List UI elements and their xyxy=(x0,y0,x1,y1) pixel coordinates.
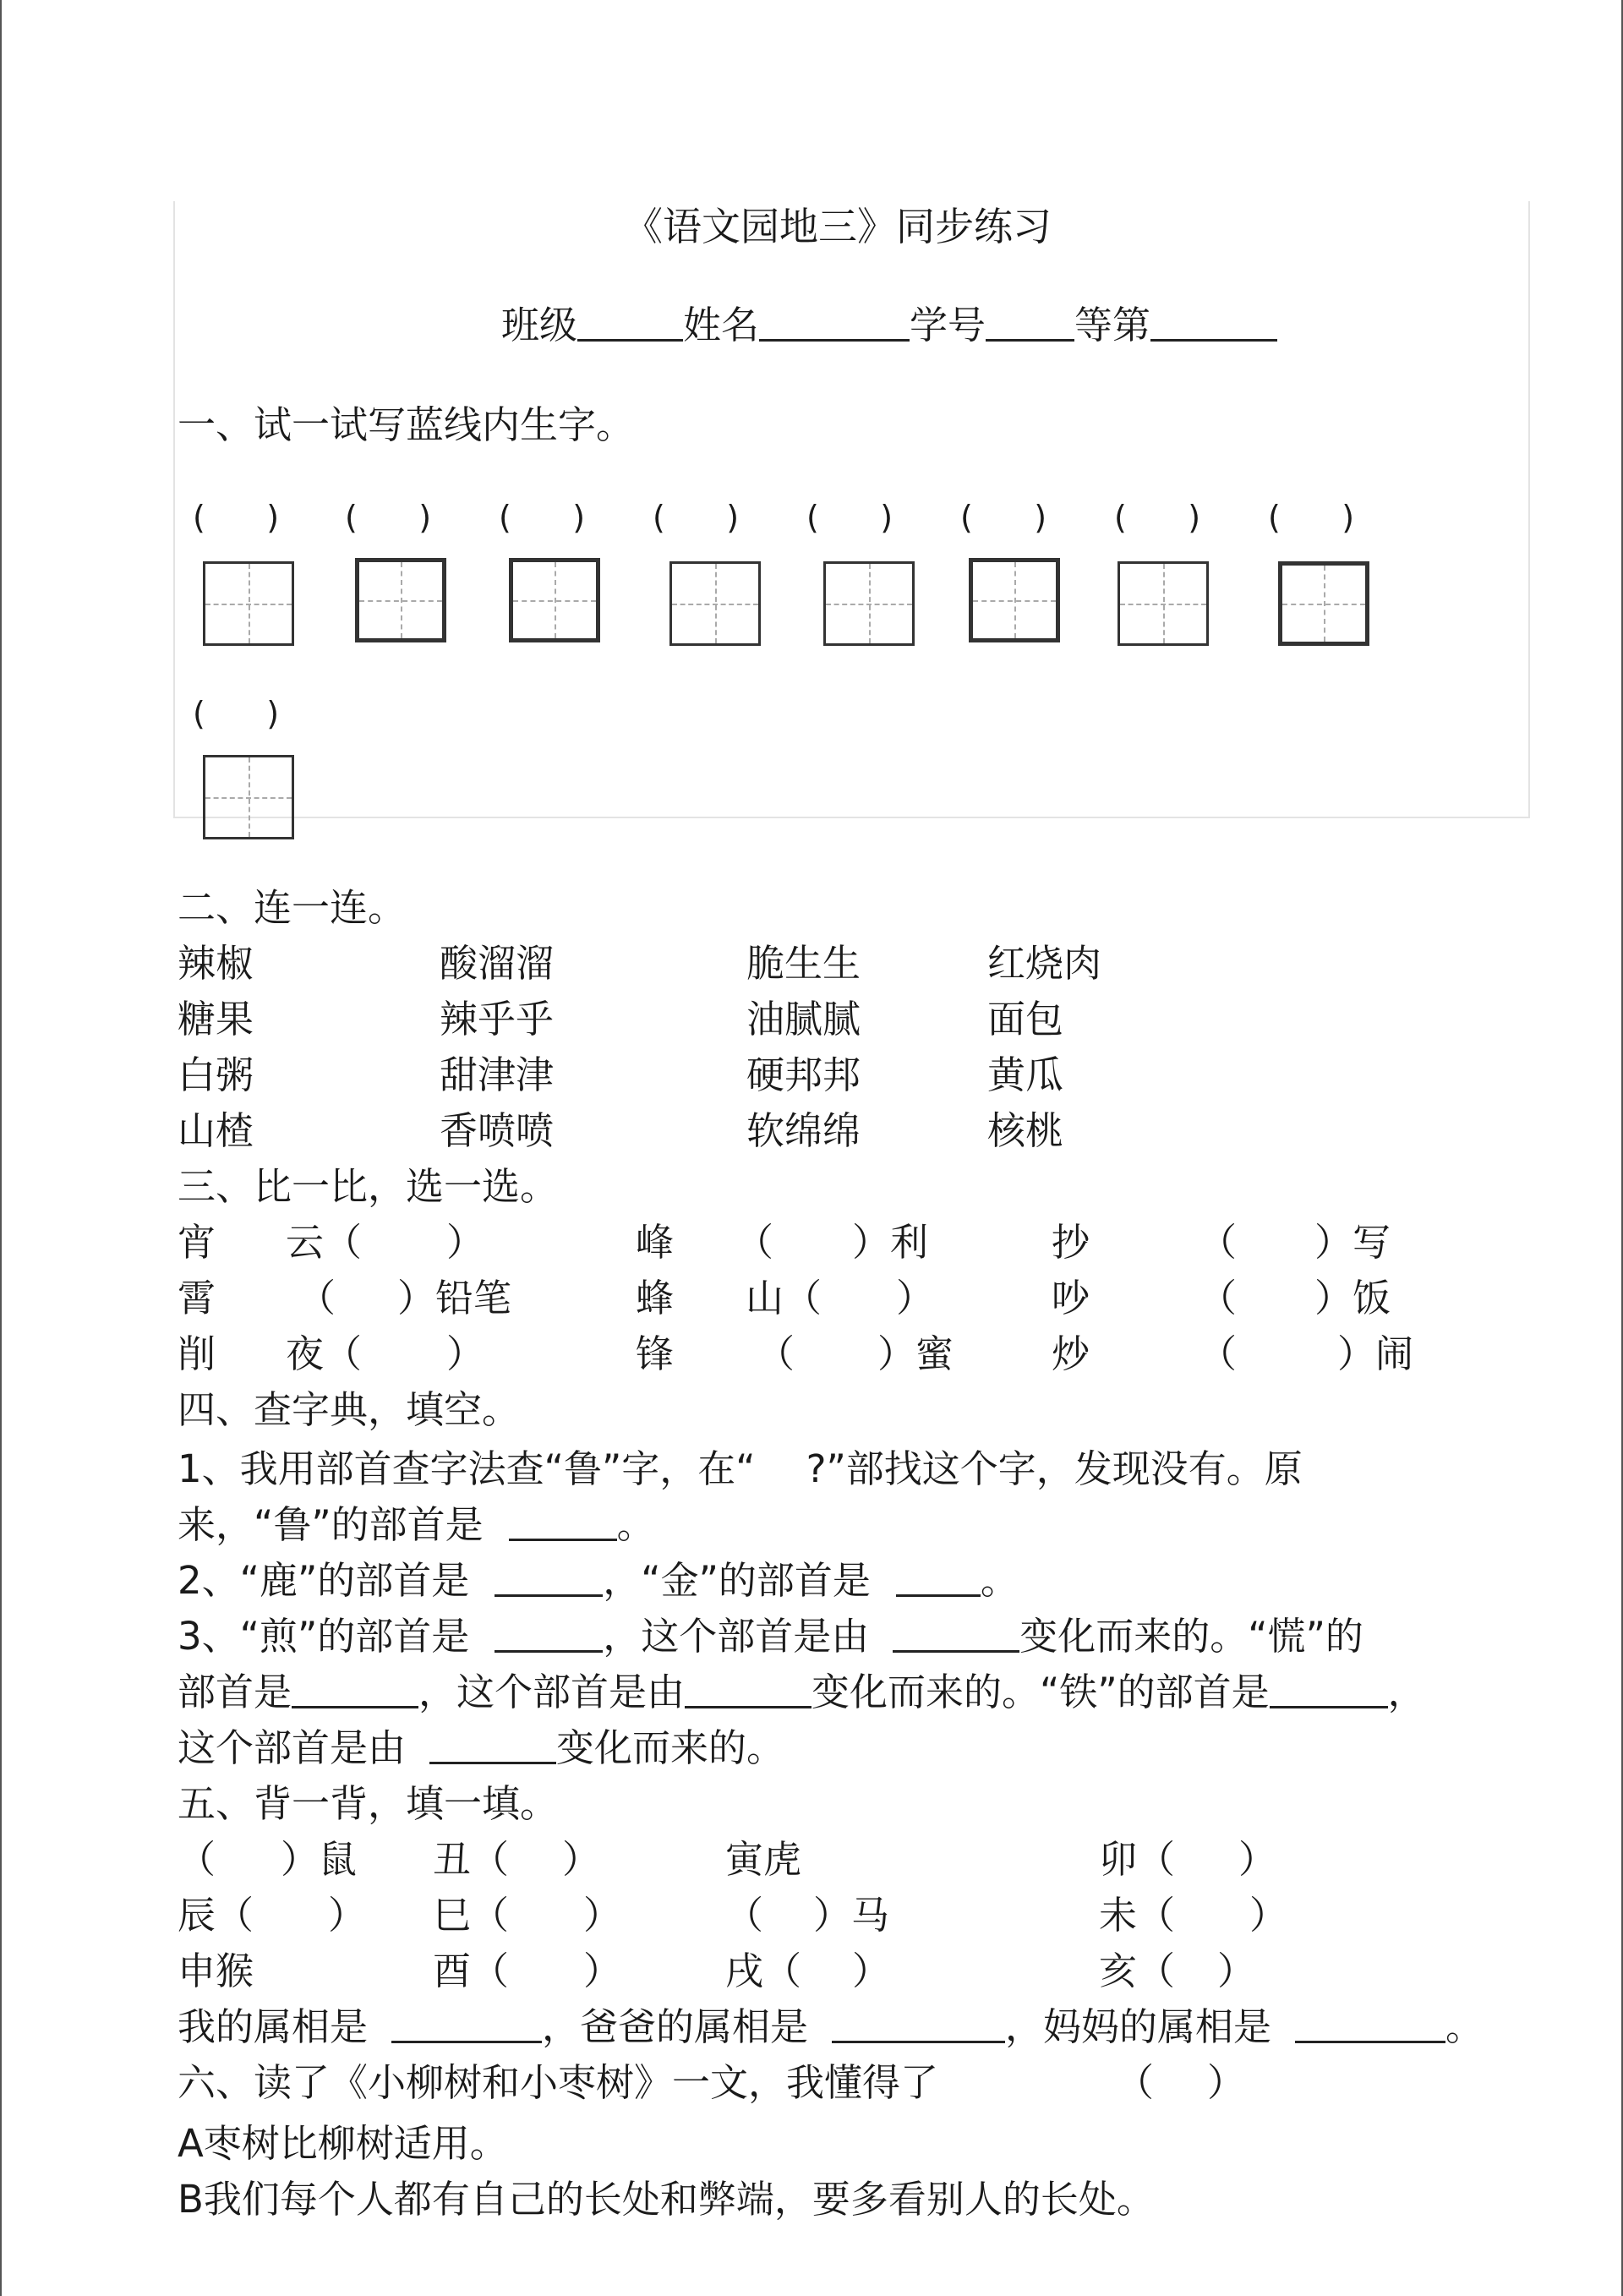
writing-box[interactable] xyxy=(969,558,1060,642)
pinyin-paren: ( ) xyxy=(193,695,280,732)
dictionary-q3-line1: 3、“煎”的部首是 ，这个部首是由 变化而来的。“慌”的 xyxy=(178,1614,1363,1659)
compare-blank-right: ）蜜 xyxy=(877,1331,954,1376)
compare-blank-left[interactable]: （ xyxy=(298,1276,336,1320)
zodiac-item: ） xyxy=(583,1949,622,1993)
compare-blank-right: ）铅笔 xyxy=(397,1276,512,1320)
student-id-label: 学号 xyxy=(910,303,986,347)
match-word[interactable]: 油腻腻 xyxy=(746,997,861,1041)
zodiac-item: ） xyxy=(1238,1837,1277,1882)
answer-blank[interactable] xyxy=(1295,2007,1445,2043)
answer-paren-open[interactable]: （ xyxy=(1116,2060,1155,2105)
match-word[interactable]: 酸溜溜 xyxy=(440,941,555,986)
student-id-blank[interactable] xyxy=(986,305,1074,342)
section-one-heading: 一、试一试写蓝线内生字。 xyxy=(178,402,635,447)
zodiac-item[interactable]: 巳（ xyxy=(433,1893,510,1938)
dictionary-q3-line3: 这个部首是由 变化而来的。 xyxy=(178,1725,785,1770)
writing-box[interactable] xyxy=(823,561,915,646)
compare-char: 削 xyxy=(178,1331,216,1376)
match-word[interactable]: 山楂 xyxy=(178,1108,254,1153)
compare-char: 炒 xyxy=(1052,1331,1090,1376)
grade-blank[interactable] xyxy=(1150,305,1277,342)
answer-blank[interactable] xyxy=(832,2007,1005,2043)
zodiac-item[interactable]: 辰（ xyxy=(178,1893,254,1938)
zodiac-item: ） xyxy=(562,1837,601,1882)
option-b[interactable]: B我们每个人都有自己的长处和弊端，要多看别人的长处。 xyxy=(178,2177,1155,2222)
answer-paren-close: ） xyxy=(1207,2060,1246,2105)
zodiac-item[interactable]: （ xyxy=(178,1837,216,1882)
zodiac-item: ）马 xyxy=(813,1893,890,1938)
section-four-heading: 四、查字典，填空。 xyxy=(178,1387,521,1432)
zodiac-item: ）鼠 xyxy=(281,1837,358,1882)
zodiac-item: ） xyxy=(852,1949,891,1993)
compare-blank-right: ） xyxy=(896,1276,935,1320)
compare-char: 霄 xyxy=(178,1276,216,1320)
dictionary-q1-line1: 1、我用部首查字法查“鲁”字，在“ ?”部找这个字，发现没有。原 xyxy=(178,1446,1303,1491)
student-info-line xyxy=(501,302,1277,349)
writing-box[interactable] xyxy=(669,561,761,646)
compare-blank-left[interactable]: （ xyxy=(1199,1331,1238,1376)
match-word[interactable]: 香喷喷 xyxy=(440,1108,555,1153)
compare-blank-right: ）利 xyxy=(852,1220,929,1265)
match-word[interactable]: 黄瓜 xyxy=(987,1052,1064,1097)
zodiac-item: ） xyxy=(1249,1893,1288,1938)
option-a[interactable]: A枣树比柳树适用。 xyxy=(178,2121,508,2166)
compare-char: 峰 xyxy=(636,1220,675,1265)
pinyin-paren: ( ) xyxy=(193,499,280,536)
writing-box[interactable] xyxy=(203,561,294,646)
match-word[interactable]: 糖果 xyxy=(178,997,254,1041)
class-label: 班级 xyxy=(501,303,578,347)
zodiac-answer-line: 我的属相是 ，爸爸的属相是 ，妈妈的属相是 。 xyxy=(178,2004,1484,2049)
name-blank[interactable] xyxy=(759,305,910,342)
compare-blank-right: ）饭 xyxy=(1314,1276,1391,1320)
compare-char: 锋 xyxy=(636,1331,675,1376)
class-blank[interactable] xyxy=(577,305,683,342)
compare-blank-right: ） xyxy=(446,1220,485,1265)
answer-blank[interactable] xyxy=(495,1561,603,1597)
compare-char: 吵 xyxy=(1052,1276,1090,1320)
compare-char: 宵 xyxy=(178,1220,216,1265)
answer-blank[interactable] xyxy=(292,1672,418,1708)
dictionary-q1-line2: 来，“鲁”的部首是 。 xyxy=(178,1502,655,1547)
compare-blank-right: ）写 xyxy=(1314,1220,1391,1265)
match-word[interactable]: 白粥 xyxy=(178,1052,254,1097)
pinyin-paren: ( ) xyxy=(1114,499,1201,536)
match-word[interactable]: 软绵绵 xyxy=(746,1108,861,1153)
answer-blank[interactable] xyxy=(429,1728,556,1764)
dictionary-q2: 2、“鹿”的部首是 ，“金”的部首是 。 xyxy=(178,1558,1019,1603)
grade-label: 等第 xyxy=(1074,303,1151,347)
compare-char: 抄 xyxy=(1052,1220,1090,1265)
compare-blank-left[interactable]: （ xyxy=(1199,1276,1238,1320)
match-word[interactable]: 红烧肉 xyxy=(987,941,1102,986)
zodiac-item: 申猴 xyxy=(178,1949,254,1993)
zodiac-item[interactable]: 戌（ xyxy=(725,1949,802,1993)
writing-box[interactable] xyxy=(509,558,600,642)
pinyin-paren: ( ) xyxy=(960,499,1047,536)
zodiac-item[interactable]: （ xyxy=(725,1893,764,1938)
answer-blank[interactable] xyxy=(893,1616,1019,1653)
section-two-heading: 二、连一连。 xyxy=(178,885,407,930)
match-word[interactable]: 辣椒 xyxy=(178,941,254,986)
zodiac-item: ） xyxy=(1217,1949,1256,1993)
zodiac-item[interactable]: 酉（ xyxy=(433,1949,510,1993)
answer-blank[interactable] xyxy=(1270,1672,1388,1708)
zodiac-item[interactable]: 丑（ xyxy=(433,1837,510,1882)
writing-box[interactable] xyxy=(1118,561,1209,646)
compare-blank-left[interactable]: 夜（ xyxy=(286,1331,363,1376)
zodiac-item[interactable]: 未（ xyxy=(1099,1893,1176,1938)
zodiac-item: ） xyxy=(328,1893,367,1938)
pinyin-paren: ( ) xyxy=(345,499,432,536)
section-five-heading: 五、背一背，填一填。 xyxy=(178,1781,559,1826)
compare-blank-right: ）闹 xyxy=(1337,1331,1414,1376)
compare-blank-left[interactable]: （ xyxy=(735,1220,774,1265)
answer-blank[interactable] xyxy=(509,1505,617,1541)
writing-box[interactable] xyxy=(203,755,294,839)
section-six-heading: 六、读了《小柳树和小枣树》一文，我懂得了 xyxy=(178,2060,939,2105)
compare-blank-left[interactable]: （ xyxy=(757,1331,795,1376)
answer-blank[interactable] xyxy=(896,1561,981,1597)
zodiac-item: 寅虎 xyxy=(725,1837,802,1882)
zodiac-item[interactable]: 亥（ xyxy=(1099,1949,1176,1993)
match-word[interactable]: 硬邦邦 xyxy=(746,1052,861,1097)
zodiac-item: ） xyxy=(583,1893,622,1938)
dictionary-q3-line2: 部首是 ，这个部首是由 变化而来的。“铁”的部首是 ， xyxy=(178,1670,1426,1714)
compare-blank-left[interactable]: 山（ xyxy=(746,1276,822,1320)
answer-blank[interactable] xyxy=(685,1672,812,1708)
compare-blank-left[interactable]: （ xyxy=(1199,1220,1238,1265)
answer-blank[interactable] xyxy=(495,1616,603,1653)
page-title: 《语文园地三》同步练习 xyxy=(624,204,1052,249)
compare-blank-right: ） xyxy=(446,1331,485,1376)
section-three-heading: 三、比一比，选一选。 xyxy=(178,1164,559,1209)
match-word[interactable]: 核桃 xyxy=(987,1108,1064,1153)
compare-char: 蜂 xyxy=(636,1276,675,1320)
pinyin-paren: ( ) xyxy=(1268,499,1355,536)
match-word[interactable]: 甜津津 xyxy=(440,1052,555,1097)
page-border-left xyxy=(0,0,2,2296)
name-label: 姓名 xyxy=(683,303,760,347)
pinyin-paren: ( ) xyxy=(806,499,893,536)
writing-box[interactable] xyxy=(1278,561,1369,646)
match-word[interactable]: 面包 xyxy=(987,997,1064,1041)
answer-blank[interactable] xyxy=(391,2007,542,2043)
zodiac-item[interactable]: 卯（ xyxy=(1099,1837,1176,1882)
match-word[interactable]: 辣乎乎 xyxy=(440,997,555,1041)
pinyin-paren: ( ) xyxy=(653,499,740,536)
writing-box[interactable] xyxy=(355,558,446,642)
match-word[interactable]: 脆生生 xyxy=(746,941,861,986)
pinyin-paren: ( ) xyxy=(499,499,586,536)
compare-blank-left[interactable]: 云（ xyxy=(286,1220,363,1265)
